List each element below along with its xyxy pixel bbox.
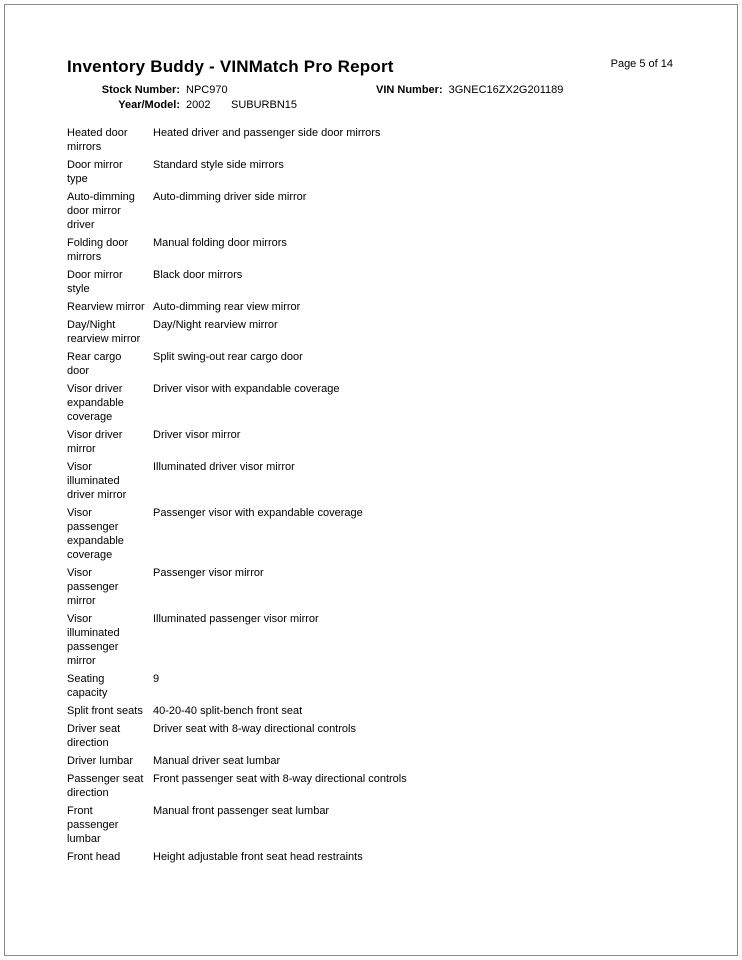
spec-value: Standard style side mirrors xyxy=(153,159,284,171)
spec-row xyxy=(67,126,673,154)
spec-value: Heated driver and passenger side door mirrors xyxy=(153,127,381,139)
spec-table xyxy=(67,126,673,864)
spec-label: Visor passenger mirror xyxy=(67,567,119,607)
spec-row xyxy=(67,350,673,378)
spec-row xyxy=(67,460,673,502)
spec-value: Front passenger seat with 8-way directional controls xyxy=(153,773,407,785)
spec-value: Manual front passenger seat lumbar xyxy=(153,805,330,817)
spec-row xyxy=(67,268,673,296)
spec-label: Door mirror style xyxy=(67,269,123,295)
vin-number-label: VIN Number: xyxy=(376,84,443,96)
spec-label: Rear cargo door xyxy=(67,351,122,377)
spec-row xyxy=(67,236,673,264)
spec-value: Manual folding door mirrors xyxy=(153,237,287,249)
spec-value: Passenger visor with expandable coverage xyxy=(153,507,363,519)
stock-number-label: Stock Number: xyxy=(101,84,180,96)
title-row xyxy=(67,57,673,77)
spec-row xyxy=(67,704,673,718)
spec-row xyxy=(67,190,673,232)
spec-row xyxy=(67,612,673,668)
spec-value: 40-20-40 split-bench front seat xyxy=(153,705,303,717)
spec-value: Illuminated driver visor mirror xyxy=(153,461,295,473)
spec-label: Rearview mirror xyxy=(67,301,145,313)
spec-row xyxy=(67,382,673,424)
spec-row xyxy=(67,804,673,846)
spec-value: Day/Night rearview mirror xyxy=(153,319,278,331)
spec-row xyxy=(67,300,673,314)
spec-label: Driver seat direction xyxy=(67,723,121,749)
meta-row-year-model xyxy=(67,98,673,113)
model-value: SUBURBN15 xyxy=(231,99,298,111)
spec-label: Front head xyxy=(67,851,121,863)
spec-row xyxy=(67,318,673,346)
spec-label: Door mirror type xyxy=(67,159,123,185)
spec-value: Split swing-out rear cargo door xyxy=(153,351,303,363)
spec-row xyxy=(67,722,673,750)
spec-row xyxy=(67,506,673,562)
vehicle-meta xyxy=(67,83,673,113)
spec-row xyxy=(67,754,673,768)
spec-label: Seating capacity xyxy=(67,673,108,699)
spec-label: Folding door mirrors xyxy=(67,237,129,263)
spec-value: Auto-dimming rear view mirror xyxy=(153,301,301,313)
spec-value: Manual driver seat lumbar xyxy=(153,755,281,767)
spec-value: Illuminated passenger visor mirror xyxy=(153,613,319,625)
spec-label: Visor driver mirror xyxy=(67,429,123,455)
spec-label: Visor passenger expandable coverage xyxy=(67,507,124,561)
spec-value: 9 xyxy=(153,673,160,685)
spec-label: Split front seats xyxy=(67,705,143,717)
year-value: 2002 xyxy=(186,99,211,111)
page-number: Page 5 of 14 xyxy=(610,58,673,70)
report-content xyxy=(5,5,737,864)
page-title: Inventory Buddy - VINMatch Pro Report xyxy=(67,57,394,76)
spec-value: Passenger visor mirror xyxy=(153,567,264,579)
spec-value: Height adjustable front seat head restraints xyxy=(153,851,363,863)
spec-value: Auto-dimming driver side mirror xyxy=(153,191,307,203)
spec-value: Driver visor with expandable coverage xyxy=(153,383,340,395)
stock-number-value: NPC970 xyxy=(186,84,228,96)
spec-label: Visor illuminated driver mirror xyxy=(67,461,127,501)
meta-row-stock-vin xyxy=(67,83,673,98)
spec-label: Passenger seat direction xyxy=(67,773,144,799)
report-page xyxy=(4,4,738,956)
spec-row xyxy=(67,428,673,456)
spec-label: Visor driver expandable coverage xyxy=(67,383,124,423)
spec-label: Driver lumbar xyxy=(67,755,134,767)
spec-value: Driver visor mirror xyxy=(153,429,241,441)
spec-label: Front passenger lumbar xyxy=(67,805,119,845)
spec-row xyxy=(67,566,673,608)
spec-row xyxy=(67,672,673,700)
spec-value: Driver seat with 8-way directional controls xyxy=(153,723,356,735)
year-model-label: Year/Model: xyxy=(118,99,180,111)
spec-label: Day/Night rearview mirror xyxy=(67,319,141,345)
spec-label: Visor illuminated passenger mirror xyxy=(67,613,120,667)
spec-row xyxy=(67,158,673,186)
spec-row xyxy=(67,772,673,800)
vin-number-value: 3GNEC16ZX2G201189 xyxy=(448,84,564,96)
spec-value: Black door mirrors xyxy=(153,269,243,281)
spec-row xyxy=(67,850,673,864)
spec-label: Heated door mirrors xyxy=(67,127,128,153)
spec-label: Auto-dimming door mirror driver xyxy=(67,191,135,231)
